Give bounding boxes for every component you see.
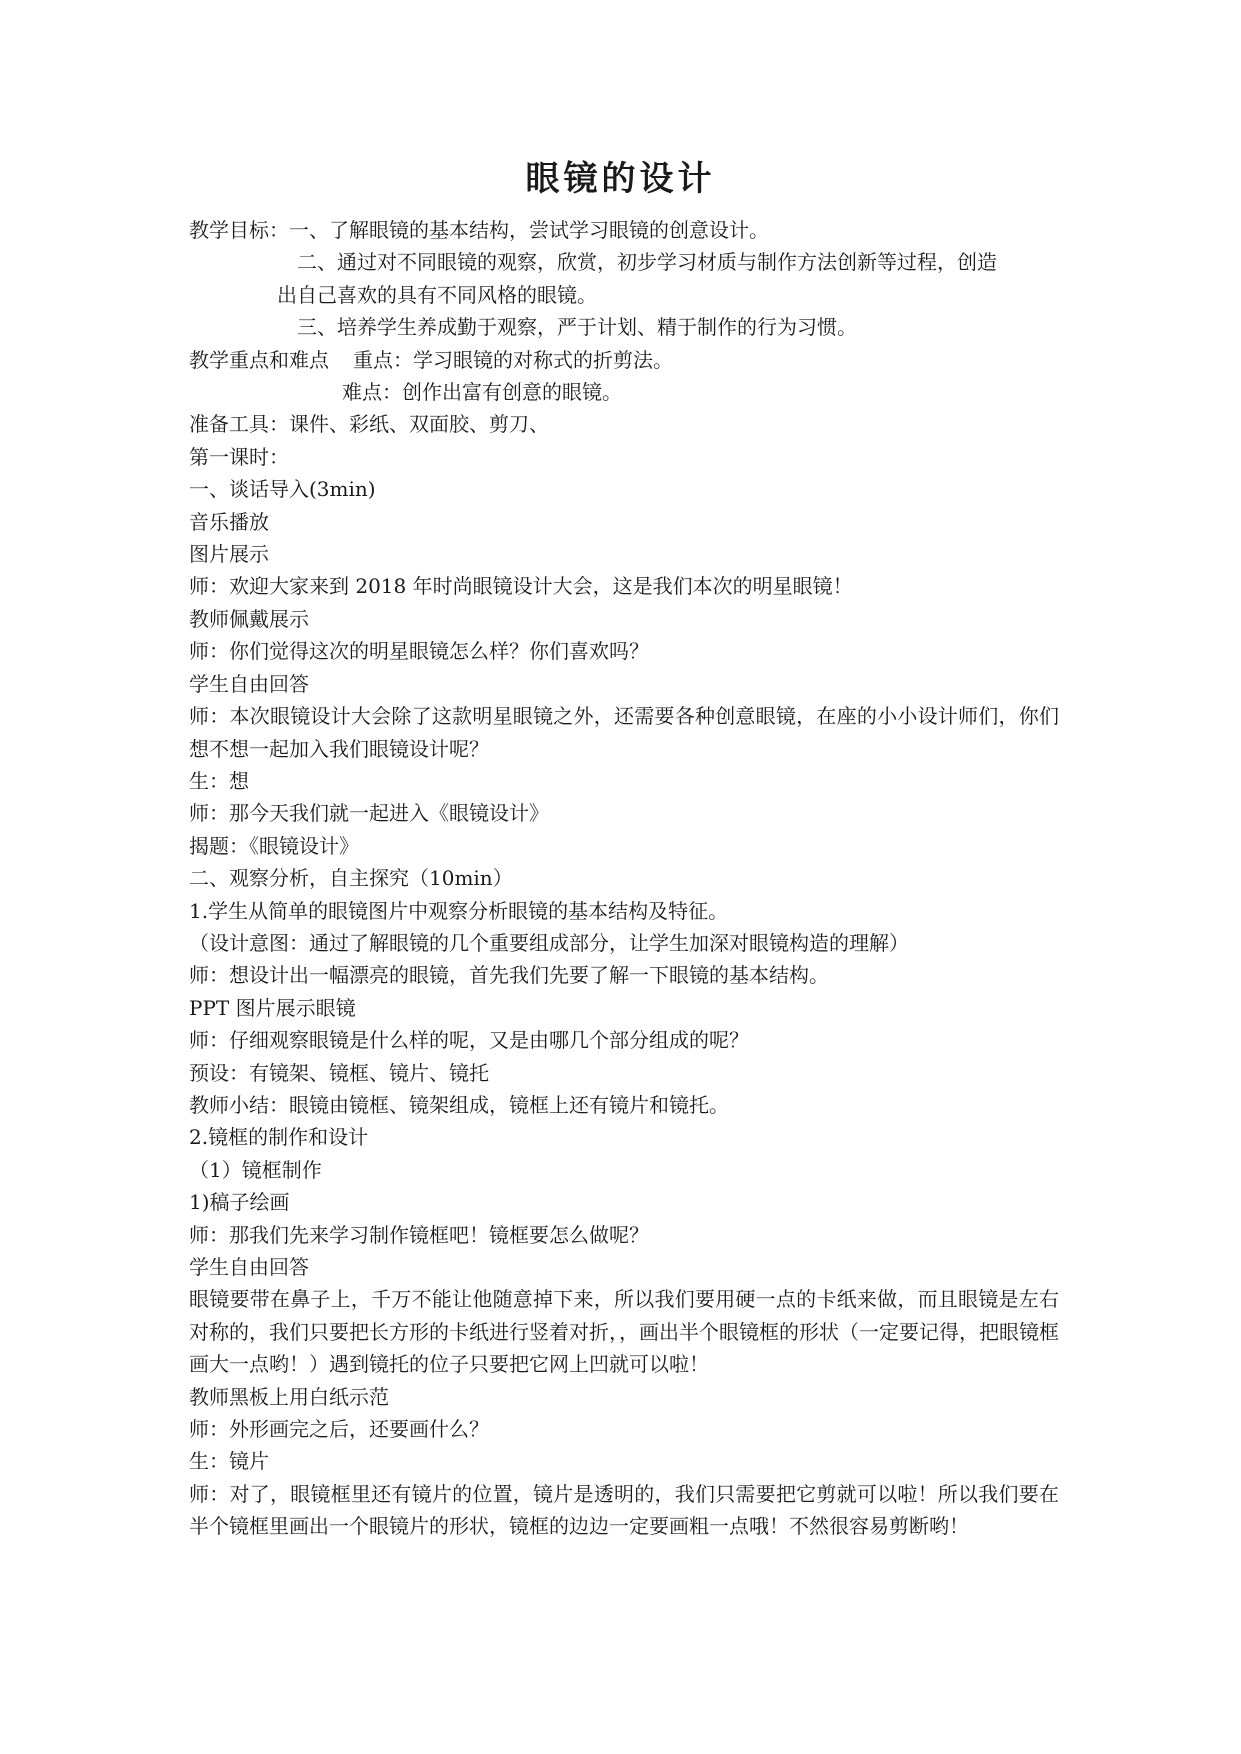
section-heading: 二、观察分析，自主探究（10min）: [189, 866, 513, 891]
paragraph: 第一课时：: [189, 444, 289, 469]
paragraph: 预设：有镜架、镜框、镜片、镜托: [189, 1060, 489, 1085]
key-points-label: 教学重点和难点: [189, 347, 329, 372]
paragraph: 1)稿子绘画: [189, 1190, 290, 1215]
paragraph: 音乐播放: [189, 509, 269, 534]
objective-text: 一、了解眼镜的基本结构，尝试学习眼镜的创意设计。: [289, 218, 769, 242]
paragraph: 学生自由回答: [189, 671, 309, 696]
objective-3: 三、培养学生养成勤于观察，严于计划、精于制作的行为习惯。: [297, 315, 857, 340]
paragraph: 师：你们觉得这次的明星眼镜怎么样？你们喜欢吗？: [189, 639, 649, 664]
paragraph: 1.学生从简单的眼镜图片中观察分析眼镜的基本结构及特征。: [189, 898, 729, 923]
paragraph: 师：外形画完之后，还要画什么？: [189, 1417, 489, 1442]
paragraph: 教师佩戴展示: [189, 606, 309, 631]
paragraph: 师：欢迎大家来到 2018 年时尚眼镜设计大会，这是我们本次的明星眼镜！: [189, 574, 853, 599]
difficulty-line: 难点：创作出富有创意的眼镜。: [342, 380, 622, 405]
paragraph: 学生自由回答: [189, 1255, 309, 1279]
paragraph: （设计意图：通过了解眼镜的几个重要组成部分，让学生加深对眼镜构造的理解）: [189, 930, 909, 955]
paragraph: PPT 图片展示眼镜: [189, 995, 356, 1020]
paragraph: 教师黑板上用白纸示范: [189, 1384, 389, 1409]
objective-1: [189, 214, 1059, 246]
paragraph: 图片展示: [189, 542, 269, 567]
paragraph: 揭题：《眼镜设计》: [189, 833, 359, 858]
subsection-heading: （1）镜框制作: [189, 1157, 322, 1182]
section-heading: 一、谈话导入(3min): [189, 477, 376, 502]
objective-2-line-1: 二、通过对不同眼镜的观察，欣赏，初步学习材质与制作方法创新等过程，创造: [297, 250, 997, 275]
lesson-lines: [189, 408, 1059, 1542]
paragraph: 师：那我们先来学习制作镜框吧！镜框要怎么做呢？: [189, 1222, 649, 1247]
document-body: [189, 214, 1059, 1543]
paragraph: 教师小结：眼镜由镜框、镜架组成，镜框上还有镜片和镜托。: [189, 1092, 729, 1117]
objective-2-line-2: 出自己喜欢的具有不同风格的眼镜。: [277, 282, 597, 307]
paragraph: 师：本次眼镜设计大会除了这款明星眼镜之外，还需要各种创意眼镜，在座的小小设计师们，你们想不想一起加入我们眼镜设计呢？: [189, 704, 1059, 761]
paragraph: 准备工具：课件、彩纸、双面胶、剪刀、: [189, 412, 549, 437]
document-title: 眼镜的设计: [525, 159, 716, 199]
paragraph: 生：镜片: [189, 1449, 269, 1474]
paragraph: 眼镜要带在鼻子上，千万不能让他随意掉下来，所以我们要用硬一点的卡纸来做，而且眼镜是左右对称的，我们只要把长方形的卡纸进行竖着对折，，画出半个眼镜框的形状（一定要记得，把眼镜框画大一点哟！）遇到镜托的位子只要把它网上凹就可以啦！: [189, 1287, 1059, 1377]
paragraph: 师：那今天我们就一起进入《眼镜设计》: [189, 801, 549, 826]
paragraph: 师：对了，眼镜框里还有镜片的位置，镜片是透明的，我们只需要把它剪就可以啦！所以我们要在半个镜框里画出一个眼镜片的形状，镜框的边边一定要画粗一点哦！不然很容易剪断哟！: [189, 1481, 1059, 1539]
objectives-label: 教学目标：: [189, 218, 289, 242]
paragraph: 师：想设计出一幅漂亮的眼镜，首先我们先要了解一下眼镜的基本结构。: [189, 963, 829, 988]
paragraph: 师：仔细观察眼镜是什么样的呢，又是由哪几个部分组成的呢？: [189, 1028, 749, 1053]
subsection-heading: 2.镜框的制作和设计: [189, 1125, 369, 1150]
paragraph: 生：想: [189, 768, 249, 793]
key-point: 重点：学习眼镜的对称式的折剪法。: [353, 347, 673, 372]
key-point-line: [189, 344, 1059, 376]
